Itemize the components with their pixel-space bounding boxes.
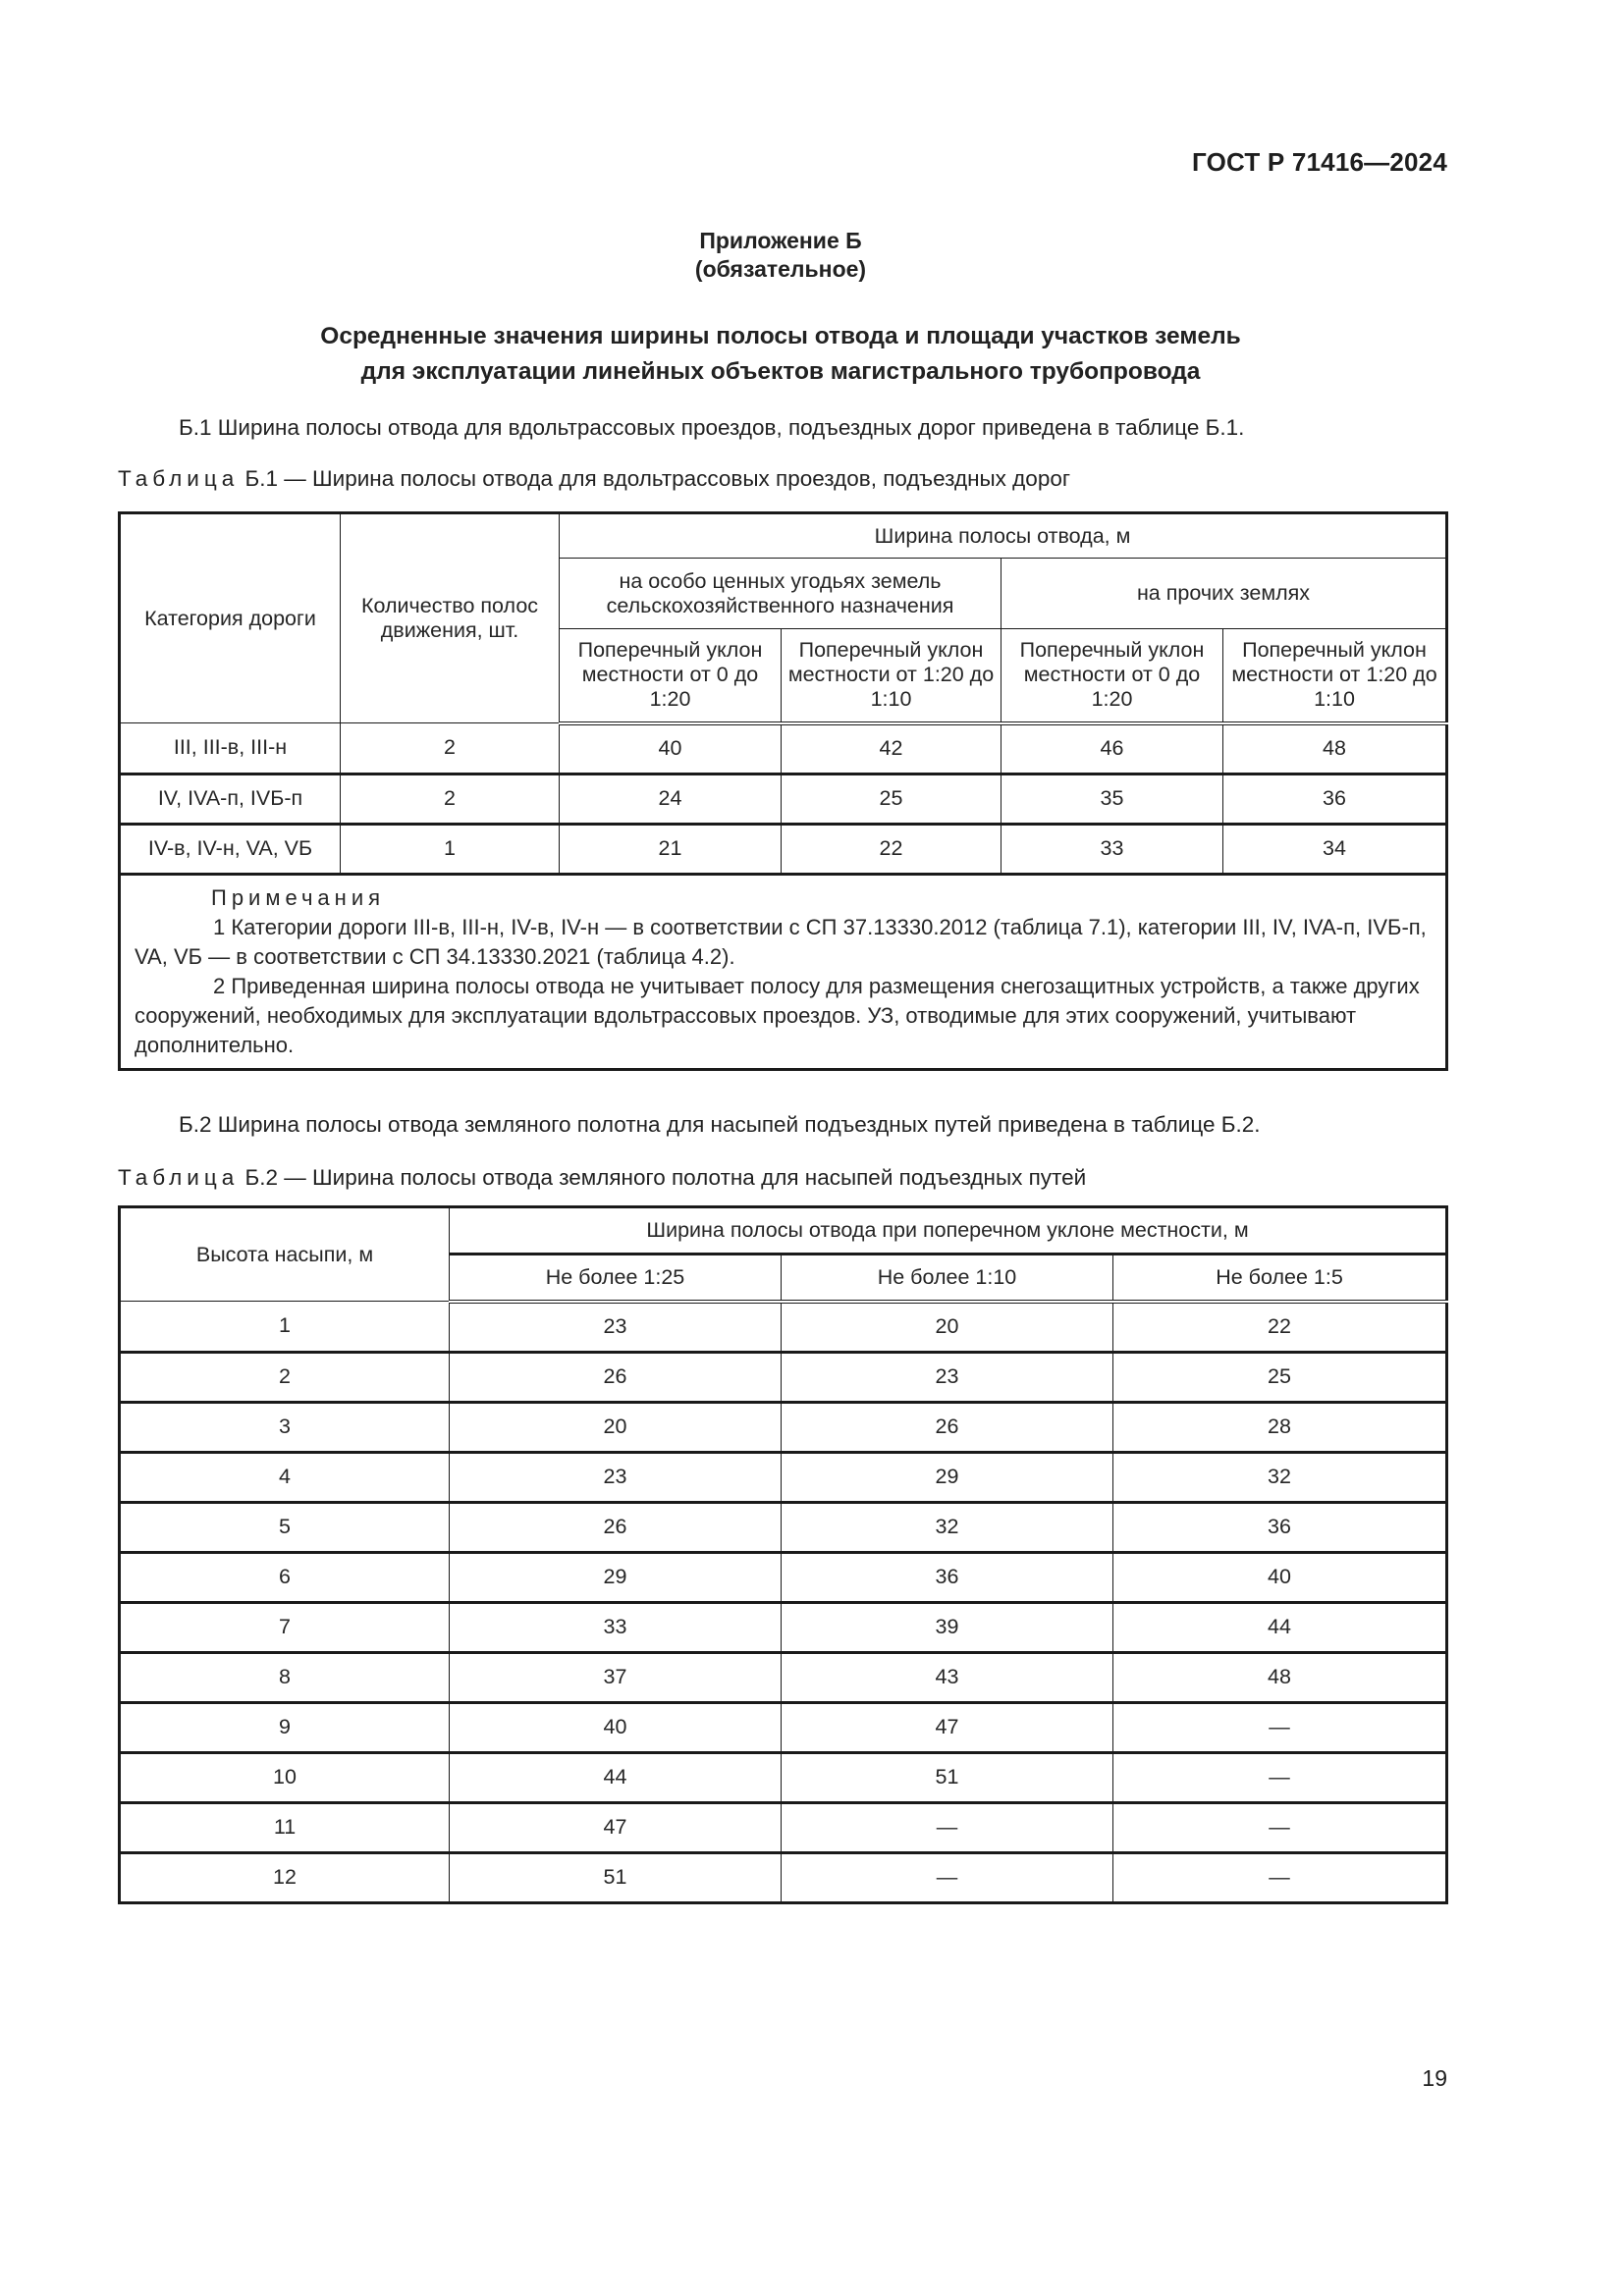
appendix-heading (0, 227, 1561, 284)
cell-value: 42 (782, 723, 1001, 774)
table-row (120, 1352, 1447, 1402)
cell-height: 12 (120, 1852, 450, 1902)
cell-value: 22 (782, 824, 1001, 874)
table-row (120, 1802, 1447, 1852)
cell-lanes: 2 (341, 723, 560, 774)
note-2: 2 Приведенная ширина полосы отвода не учитывает полосу для размещения снегозащитных устройств, а также других сооружений, необходимых для эксплуатации вдольтрассовых проездов. УЗ, отводимые для этих сооружений, учитывают дополнительно. (135, 973, 1420, 1057)
cell-category: IV, IVA-п, IVБ-п (120, 774, 341, 824)
header-slope-1-10: Не более 1:10 (782, 1255, 1113, 1302)
cell-height: 3 (120, 1402, 450, 1452)
cell-value: 20 (450, 1402, 782, 1452)
cell-value: 25 (1113, 1352, 1447, 1402)
cell-value: 22 (1113, 1302, 1447, 1353)
appendix-title (0, 319, 1561, 390)
cell-value: 29 (450, 1552, 782, 1602)
caption-text: Б.1 — Ширина полосы отвода для вдольтрассовых проездов, подъездных дорог (244, 466, 1071, 491)
caption-prefix: Таблица (118, 466, 240, 491)
table-row (120, 1852, 1447, 1902)
header-width-group: Ширина полосы отвода, м (560, 513, 1447, 559)
table-row (120, 1452, 1447, 1502)
notes-title: Примечания (211, 884, 386, 910)
cell-value: — (782, 1852, 1113, 1902)
cell-value: 46 (1001, 723, 1223, 774)
cell-value: 40 (560, 723, 782, 774)
header-height: Высота насыпи, м (120, 1207, 450, 1302)
cell-height: 9 (120, 1702, 450, 1752)
cell-value: 24 (560, 774, 782, 824)
caption-prefix: Таблица (118, 1165, 240, 1190)
document-code: ГОСТ Р 71416—2024 (1192, 147, 1447, 177)
table-row (120, 1402, 1447, 1452)
cell-lanes: 1 (341, 824, 560, 874)
cell-value: 43 (782, 1652, 1113, 1702)
cell-value: — (782, 1802, 1113, 1852)
table-row (120, 723, 1447, 774)
cell-value: 40 (450, 1702, 782, 1752)
table-row (120, 1302, 1447, 1353)
table-b1-caption (118, 464, 1443, 494)
cell-value: 32 (782, 1502, 1113, 1552)
table-row (120, 1652, 1447, 1702)
header-slope-1: Поперечный уклон местности от 0 до 1:20 (560, 629, 782, 723)
cell-value: 47 (450, 1802, 782, 1852)
cell-value: 26 (450, 1502, 782, 1552)
cell-value: 47 (782, 1702, 1113, 1752)
table-row (120, 1702, 1447, 1752)
table-row (120, 774, 1447, 824)
cell-value: 23 (782, 1352, 1113, 1402)
cell-value: 36 (1113, 1502, 1447, 1552)
cell-value: 23 (450, 1452, 782, 1502)
header-other-lands: на прочих землях (1001, 559, 1447, 629)
cell-value: 33 (450, 1602, 782, 1652)
table-notes (120, 874, 1447, 1069)
cell-value: 36 (1223, 774, 1447, 824)
table-row (120, 1552, 1447, 1602)
header-slope-1-25: Не более 1:25 (450, 1255, 782, 1302)
cell-value: 51 (450, 1852, 782, 1902)
cell-height: 10 (120, 1752, 450, 1802)
header-width-group: Ширина полосы отвода при поперечном уклоне местности, м (450, 1207, 1447, 1255)
cell-value: 28 (1113, 1402, 1447, 1452)
cell-value: 29 (782, 1452, 1113, 1502)
cell-height: 11 (120, 1802, 450, 1852)
page-number: 19 (1422, 2065, 1447, 2091)
cell-value: 37 (450, 1652, 782, 1702)
cell-value: 26 (782, 1402, 1113, 1452)
cell-height: 8 (120, 1652, 450, 1702)
header-slope-1-5: Не более 1:5 (1113, 1255, 1447, 1302)
table-row (120, 824, 1447, 874)
cell-value: 26 (450, 1352, 782, 1402)
table-row (120, 1752, 1447, 1802)
table-b2 (118, 1205, 1448, 1904)
header-valuable-lands: на особо ценных угодьях земель сельскохозяйственного назначения (560, 559, 1001, 629)
cell-value: 32 (1113, 1452, 1447, 1502)
caption-text: Б.2 — Ширина полосы отвода земляного полотна для насыпей подъездных путей (244, 1165, 1087, 1190)
cell-category: IV-в, IV-н, VA, VБ (120, 824, 341, 874)
cell-height: 7 (120, 1602, 450, 1652)
appendix-label: Приложение Б (699, 228, 862, 253)
cell-value: 48 (1113, 1652, 1447, 1702)
cell-value: — (1113, 1752, 1447, 1802)
title-line-1: Осредненные значения ширины полосы отвода и площади участков земель (320, 323, 1241, 349)
cell-lanes: 2 (341, 774, 560, 824)
header-category: Категория дороги (120, 513, 341, 723)
cell-value: 23 (450, 1302, 782, 1353)
appendix-status: (обязательное) (694, 256, 867, 282)
cell-value: 21 (560, 824, 782, 874)
table-b1 (118, 511, 1448, 1071)
cell-category: III, III-в, III-н (120, 723, 341, 774)
header-slope-2: Поперечный уклон местности от 1:20 до 1:10 (782, 629, 1001, 723)
table-row (120, 1502, 1447, 1552)
cell-value: 44 (450, 1752, 782, 1802)
cell-value: 36 (782, 1552, 1113, 1602)
cell-value: 39 (782, 1602, 1113, 1652)
title-line-2: для эксплуатации линейных объектов магистрального трубопровода (360, 358, 1201, 385)
cell-value: 20 (782, 1302, 1113, 1353)
cell-height: 2 (120, 1352, 450, 1402)
paragraph-b2: Б.2 Ширина полосы отвода земляного полотна для насыпей подъездных путей приведена в таблице Б.2. (179, 1112, 1261, 1137)
cell-value: 48 (1223, 723, 1447, 774)
cell-height: 4 (120, 1452, 450, 1502)
cell-value: — (1113, 1852, 1447, 1902)
cell-value: 51 (782, 1752, 1113, 1802)
cell-value: — (1113, 1802, 1447, 1852)
paragraph-b1: Б.1 Ширина полосы отвода для вдольтрассовых проездов, подъездных дорог приведена в таблице Б.1. (179, 415, 1245, 440)
cell-value: 25 (782, 774, 1001, 824)
notes-row (120, 874, 1447, 1069)
header-lanes: Количество полос движения, шт. (341, 513, 560, 723)
cell-value: 33 (1001, 824, 1223, 874)
note-1: 1 Категории дороги III-в, III-н, IV-в, IV-н — в соответствии с СП 37.13330.2012 (таблица 7.1), категории III, IV, IVA-п, IVБ-п, VA, VБ — в соответствии с СП 34.13330.2021 (таблица 4.2). (135, 914, 1427, 969)
cell-value: 35 (1001, 774, 1223, 824)
table-b2-caption (118, 1163, 1443, 1193)
header-slope-4: Поперечный уклон местности от 1:20 до 1:10 (1223, 629, 1447, 723)
cell-value: 34 (1223, 824, 1447, 874)
cell-height: 1 (120, 1302, 450, 1353)
cell-value: 40 (1113, 1552, 1447, 1602)
table-row (120, 1602, 1447, 1652)
cell-height: 6 (120, 1552, 450, 1602)
cell-value: 44 (1113, 1602, 1447, 1652)
cell-value: — (1113, 1702, 1447, 1752)
header-slope-3: Поперечный уклон местности от 0 до 1:20 (1001, 629, 1223, 723)
cell-height: 5 (120, 1502, 450, 1552)
